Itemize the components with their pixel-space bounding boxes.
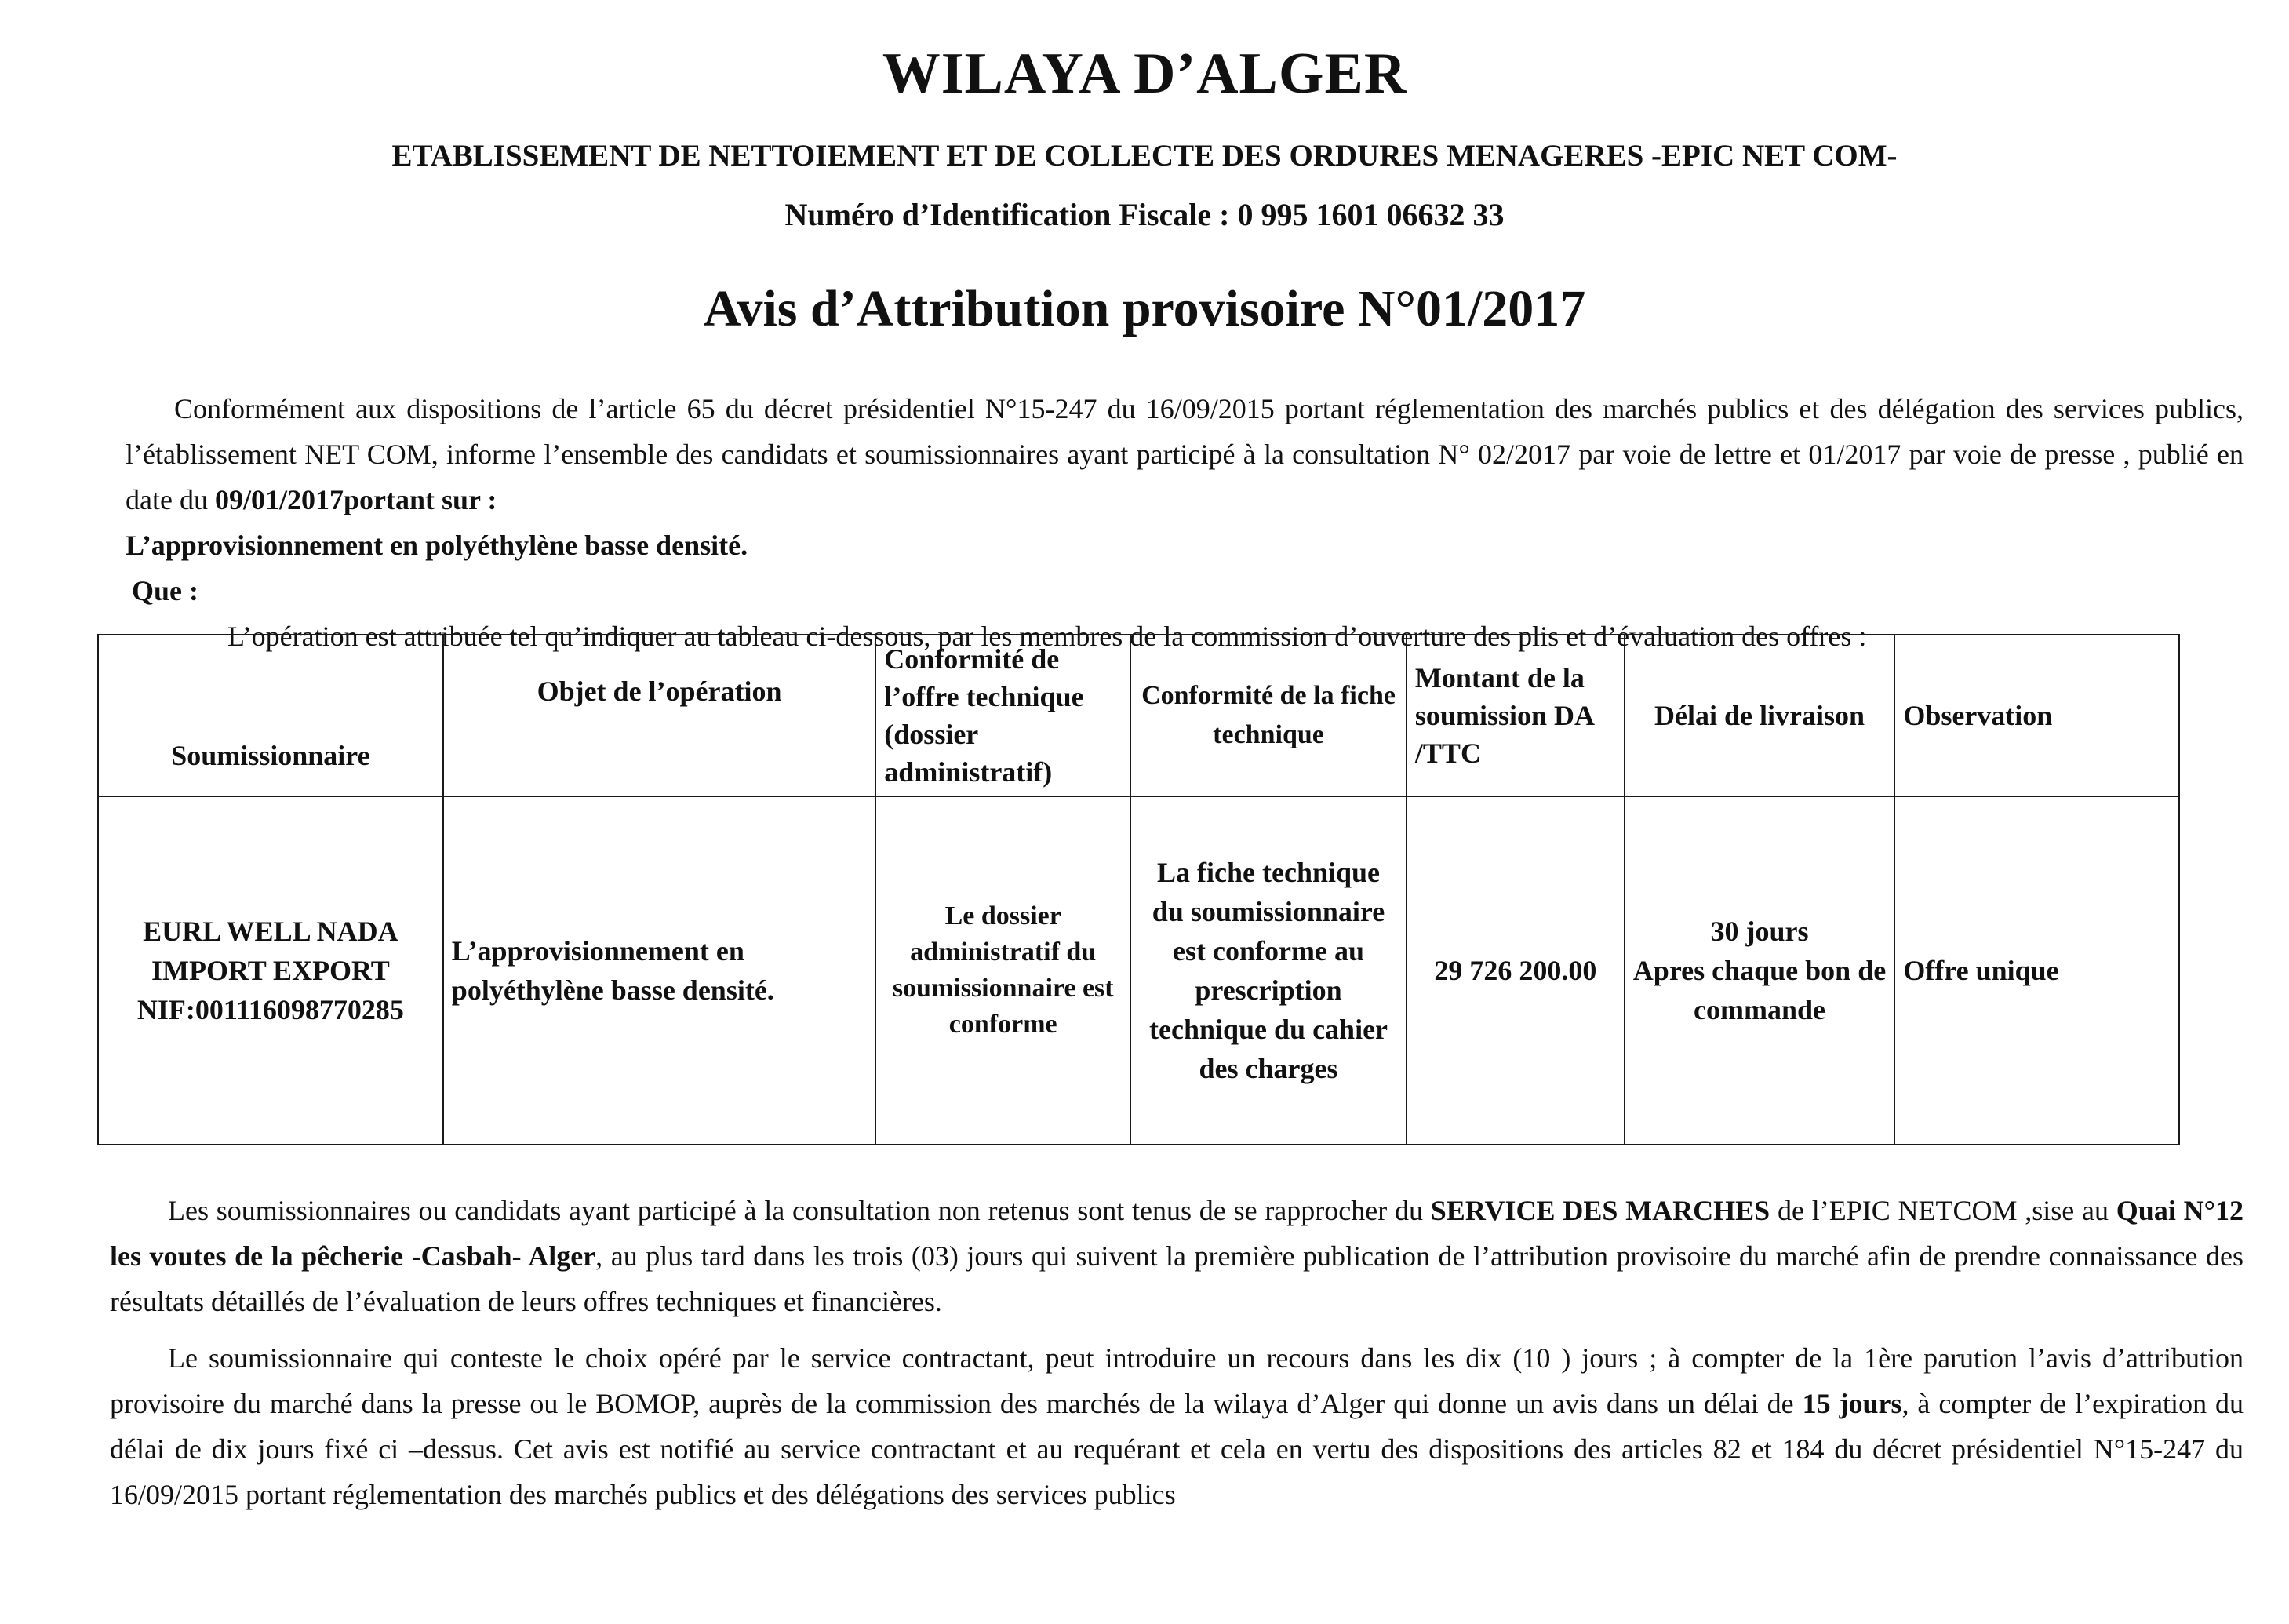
notice-title: Avis d’Attribution provisoire N°01/2017 [703, 280, 1586, 337]
delai-days: 30 jours [1710, 916, 1809, 947]
cell-conformite-offre: Le dossier administratif du soumissionnaire est conforme [875, 796, 1130, 1145]
header-objet: Objet de l’opération [443, 635, 876, 796]
delai-condition: Apres chaque bon de commande [1632, 955, 1887, 1025]
footer-p1-text-a: Les soumissionnaires ou candidats ayant participé à la consultation non retenus sont tenus de se rapprocher du [168, 1195, 1431, 1226]
notice-footer [110, 1188, 2244, 1528]
header-delai: Délai de livraison [1625, 635, 1895, 796]
cell-observation: Offre unique [1894, 796, 2179, 1145]
footer-p1-text-c: , au plus tard dans les trois (03) jours qui suivent la première publication de l’attribution provisoire du marché afin de prendre connaissance des résultats détaillés de l’évaluation de leurs offres techniques et financières. [110, 1240, 2244, 1317]
cell-montant: 29 726 200.00 [1407, 796, 1625, 1145]
notice-intro [126, 386, 2244, 659]
appeal-delay: 15 jours [1802, 1388, 1902, 1419]
intro-date: 09/01/2017portant sur : [214, 484, 497, 515]
cell-objet: L’approvisionnement en polyéthylène basse densité. [443, 796, 876, 1145]
service-name: SERVICE DES MARCHES [1430, 1195, 1770, 1226]
intro-text: Conformément aux dispositions de l’article 65 du décret présidentiel N°15-247 du 16/09/2015 portant réglementation des marchés publics et des délégation des services publics, l’établissement NET COM, informe l’ensemble des candidats et soumissionnaires ayant participé à la consultation N° 02/2017 par voie de lettre et 01/2017 par voie de presse , publié en date du [126, 393, 2244, 515]
footer-p2-text-b: , à compter de l’expiration du délai de dix jours fixé ci –dessus. Cet avis est notifié au service contractant et au requérant et cela en vertu des dispositions des articles 82 et 184 du décret présidentiel N°15-247 du 16/09/2015 portant réglementation des marchés publics et des délégations des services publics [110, 1388, 2244, 1510]
operation-text: L’opération est attribuée tel qu’indiquer au tableau ci-dessous, par les membres de la commission d’ouverture des plis et d’évaluation des offres : [227, 621, 1867, 652]
footer-paragraph-2 [110, 1335, 2244, 1517]
establishment-name: ETABLISSEMENT DE NETTOIEMENT ET DE COLLECTE DES ORDURES MENAGERES -EPIC NET COM- [391, 139, 1898, 173]
table-row [98, 796, 2179, 1145]
intro-paragraph [126, 386, 2244, 523]
service-address: Quai N°12 les voutes de la pêcherie -Casbah- Alger [110, 1195, 2244, 1272]
soumissionnaire-type: IMPORT EXPORT [151, 955, 390, 986]
soumissionnaire-name: EURL WELL NADA [143, 916, 398, 947]
award-table [97, 634, 2180, 1145]
footer-p1-text-b: de l’EPIC NETCOM ,sise au [1770, 1195, 2116, 1226]
cell-conformite-fiche: La fiche technique du soumissionnaire est conforme au prescription technique du cahier des charges [1130, 796, 1407, 1145]
header-conformite-fiche: Conformité de la fiche technique [1130, 635, 1407, 796]
cell-soumissionnaire [98, 796, 443, 1145]
header-observation: Observation [1894, 635, 2179, 796]
header-montant: Montant de la soumission DA /TTC [1407, 635, 1625, 796]
subject-line: L’approvisionnement en polyéthylène basse densité. [126, 530, 748, 561]
table-header-row [98, 635, 2179, 796]
footer-paragraph-1 [110, 1188, 2244, 1324]
soumissionnaire-nif: NIF:001116098770285 [136, 994, 404, 1025]
header-conformite-offre: Conformité de l’offre technique (dossier administratif) [875, 635, 1130, 796]
que-label: Que : [132, 575, 198, 606]
header-soumissionnaire: Soumissionnaire [98, 635, 443, 796]
footer-p2-text-a: Le soumissionnaire qui conteste le choix opéré par le service contractant, peut introduire un recours dans les dix (10 ) jours ; à compter de la 1ère parution l’avis d’attribution provisoire du marché dans la presse ou le BOMOP, auprès de la commission des marchés de la wilaya d’Alger qui donne un avis dans un délai de [110, 1342, 2244, 1419]
page-title: WILAYA D’ALGER [882, 42, 1407, 106]
cell-delai [1625, 796, 1895, 1145]
fiscal-id: Numéro d’Identification Fiscale : 0 995 1601 06632 33 [784, 197, 1505, 232]
